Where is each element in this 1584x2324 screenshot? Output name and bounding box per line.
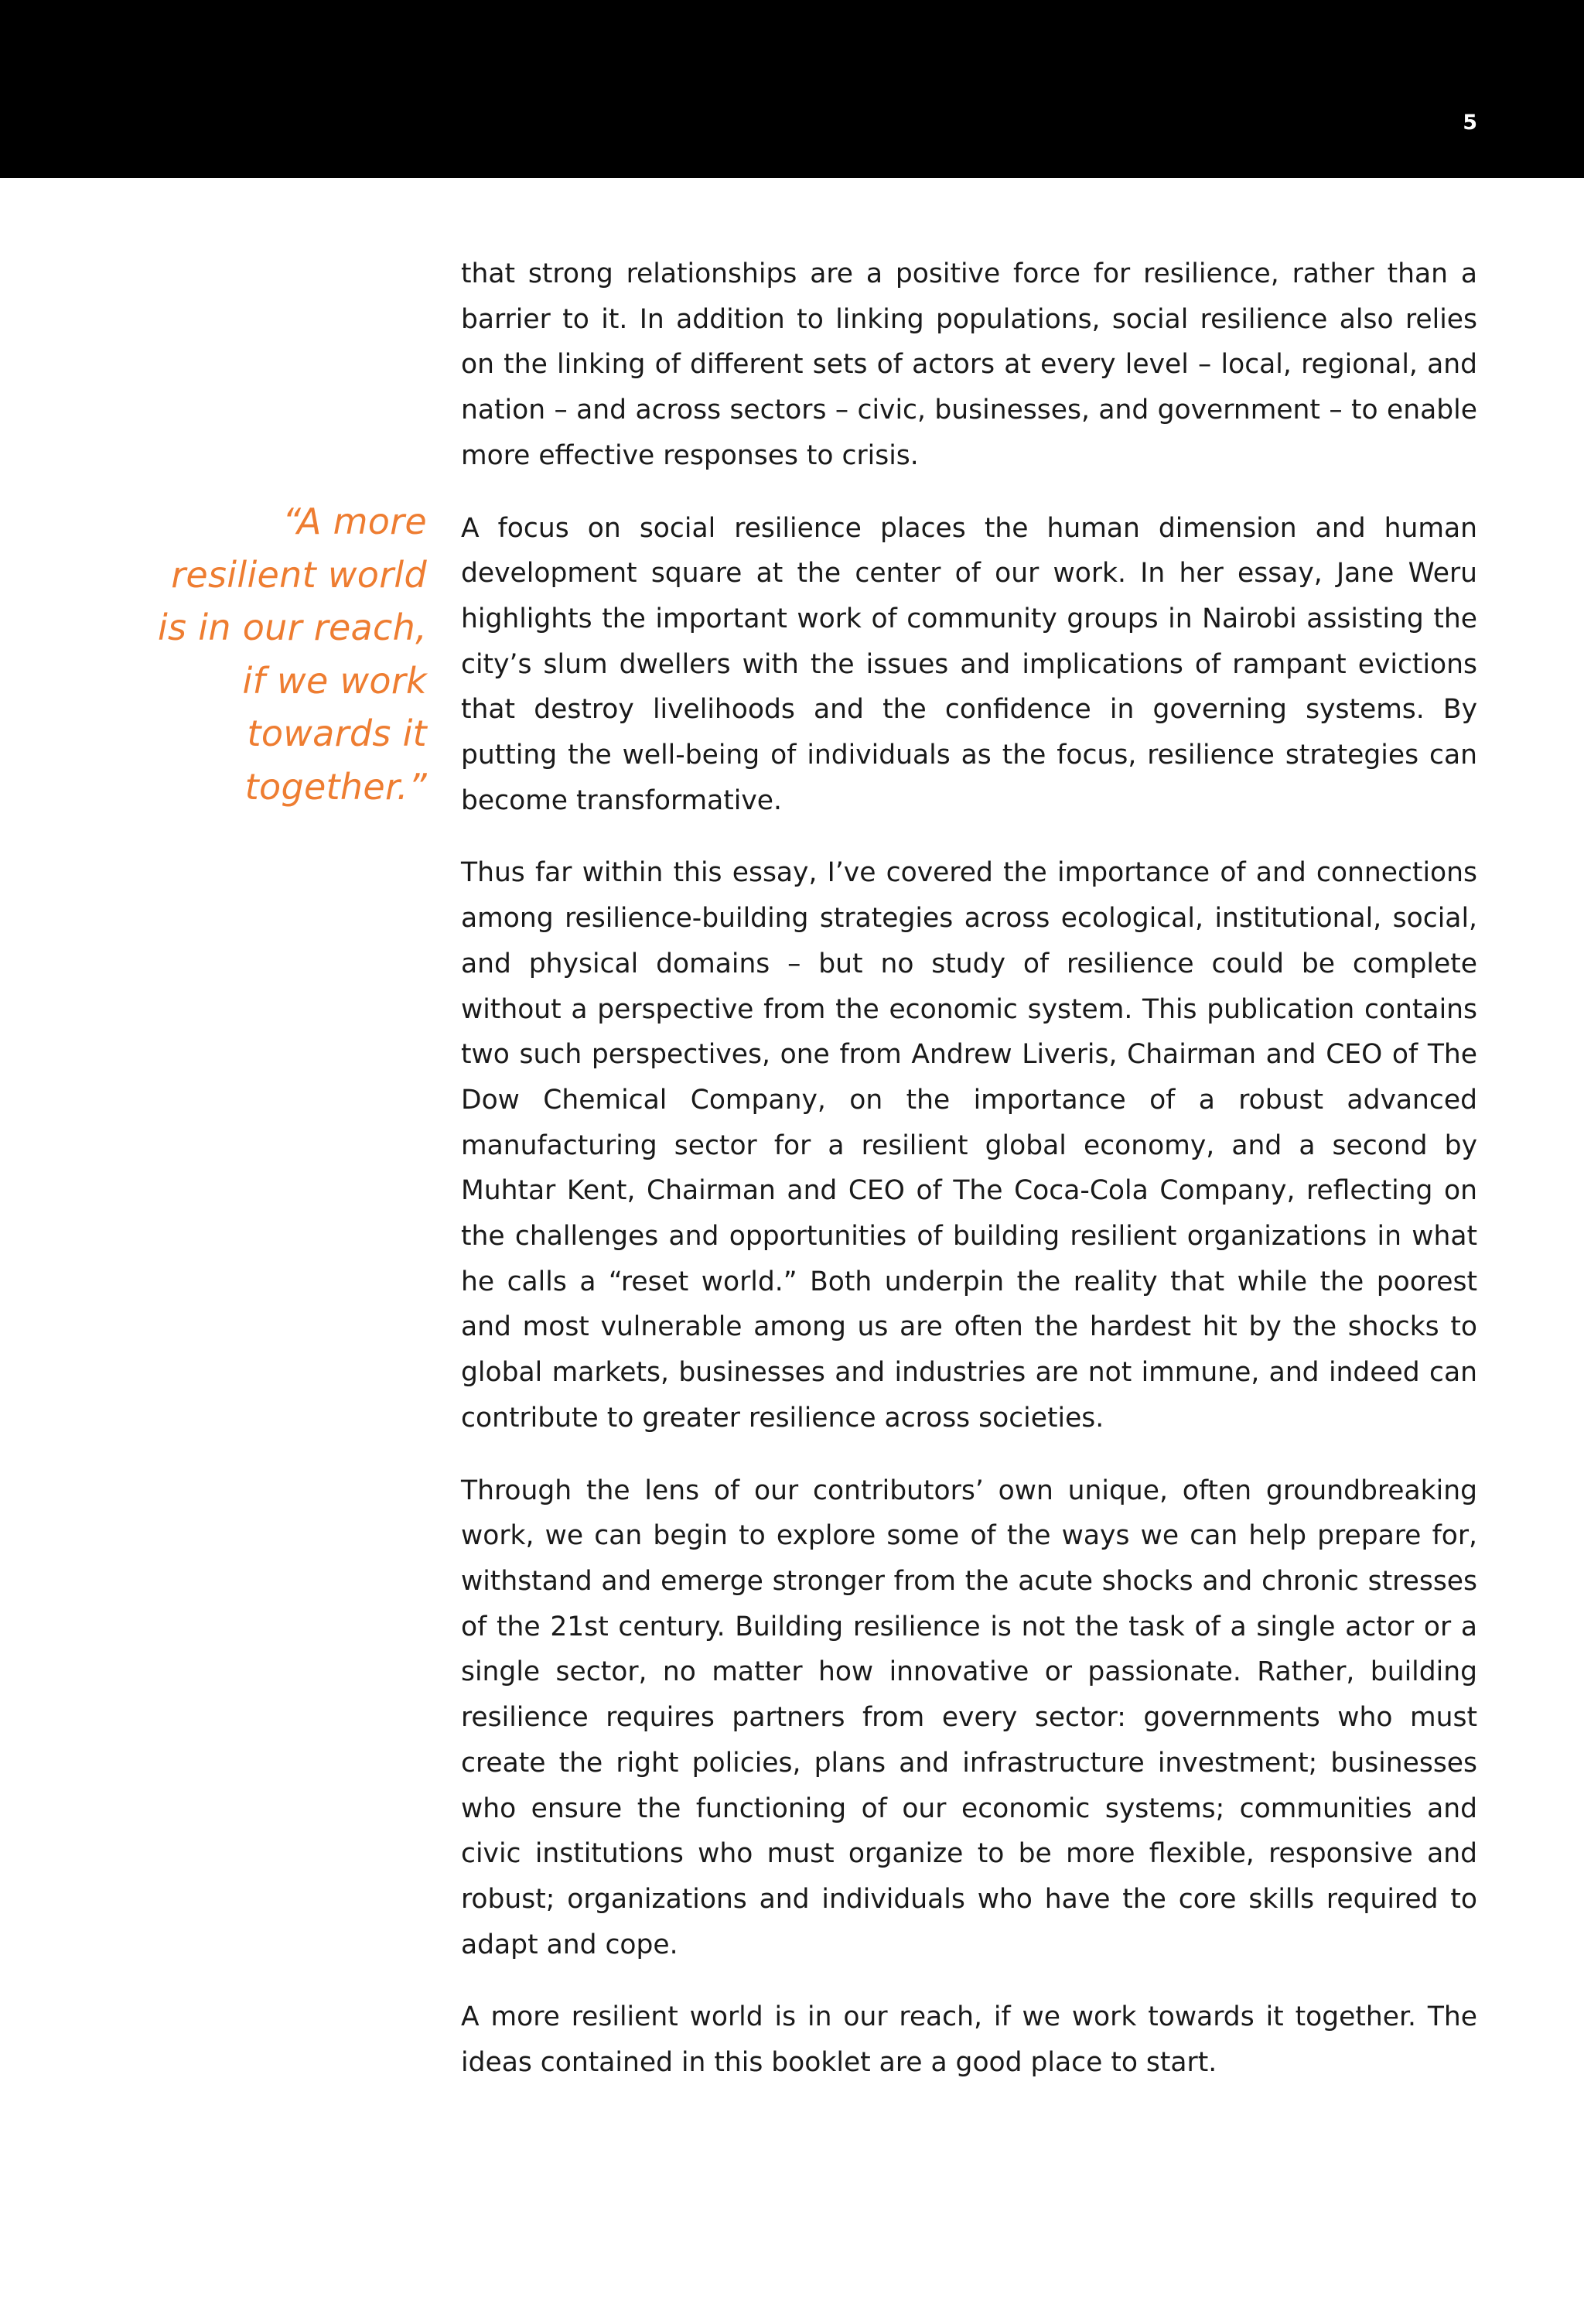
paragraph-human-dimension: A focus on social resilience places the human dimension and human development square at the center of our work. In her essay, Jane Weru highlights the important work of community groups in Nairobi assisting the city’s slum dwellers with the issues and implications of rampant evictions that destroy livelihoods and the confidence in governing systems. By putting the well-being of individuals as the focus, resilience strategies can become transformative. <box>461 512 1477 816</box>
pull-quote: “A more resilient world is in our reach, if we work towards it together.” <box>157 501 427 808</box>
paragraph-economic-perspectives: Thus far within this essay, I’ve covered the importance of and connections among resilience-building strategies across ecological, institutional, social, and physical domains – but no study of resilience could be complete without a perspective from the economic system. This publication contains two such perspectives, one from Andrew Liveris, Chairman and CEO of The Dow Chemical Company, on the importance of a robust advanced manufacturing sector for a resilient global economy, and a second by Muhtar Kent, Chairman and CEO of The Coca-Cola Company, reflecting on the challenges and opportunities of building resilient organizations in what he calls a “reset world.” Both underpin the reality that while the poorest and most vulnerable among us are often the hardest hit by the shocks to global markets, businesses and industries are not immune, and indeed can contribute to greater resilience across societies. <box>461 857 1477 1434</box>
paragraph-social-linking: that strong relationships are a positive force for resilience, rather than a barrier to it. In addition to linking populations, social resilience also relies on the linking of different sets of actors at every level – local, regional, and nation – and across sectors – civic, businesses, and government – to enable more effective responses to crisis. <box>461 258 1477 471</box>
page-number: 5 <box>1463 111 1477 135</box>
paragraph-conclusion: A more resilient world is in our reach, if we work towards it together. The ideas contained in this booklet are a good place to start. <box>461 2001 1477 2079</box>
paragraph-contributors: Through the lens of our contributors’ own unique, often groundbreaking work, we can begin to explore some of the ways we can help prepare for, withstand and emerge stronger from the acute shocks and chronic stresses of the 21st century. Building resilience is not the task of a single actor or a single sector, no matter how innovative or passionate. Rather, building resilience requires partners from every sector: governments who must create the right policies, plans and infrastructure investment; businesses who ensure the functioning of our economic systems; communities and civic institutions who must organize to be more flexible, responsive and robust; organizations and individuals who have the core skills required to adapt and cope. <box>461 1475 1477 1960</box>
body-text-column <box>461 251 1477 2113</box>
page-header-bar <box>0 0 1584 178</box>
